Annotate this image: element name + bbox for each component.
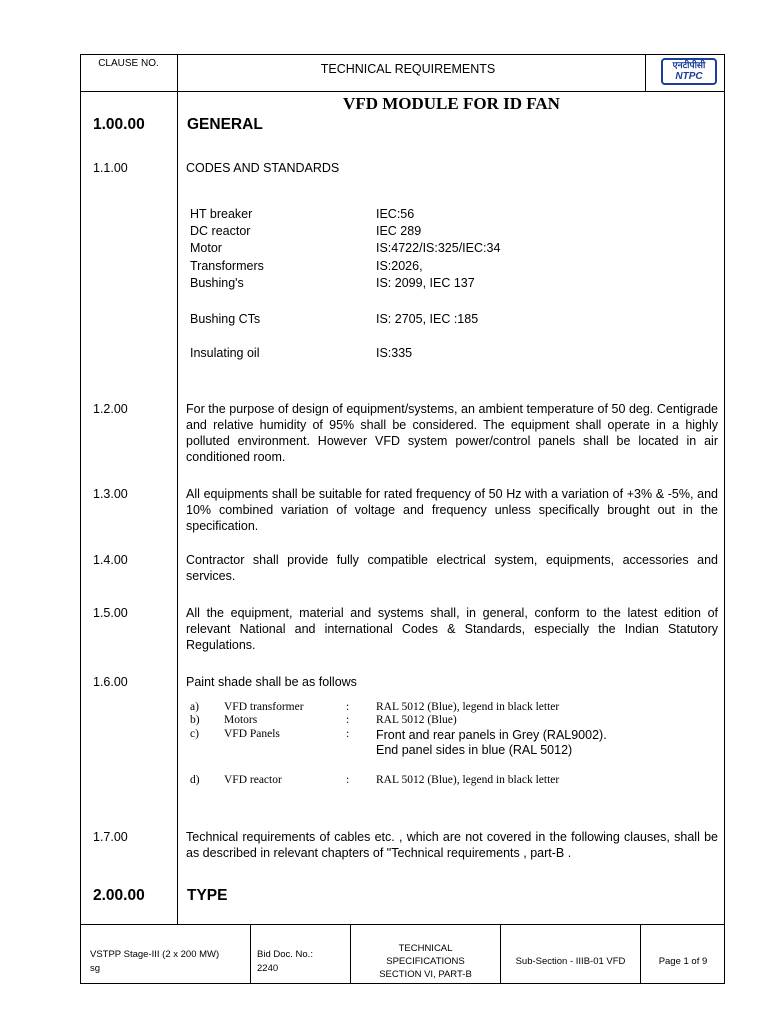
- clause-number: 1.4.00: [93, 553, 128, 567]
- paint-item-value: RAL 5012 (Blue): [376, 714, 457, 726]
- clause-number: 1.3.00: [93, 487, 128, 501]
- code-item-standard: IS:335: [376, 346, 413, 360]
- clause-number: 1.5.00: [93, 606, 128, 620]
- paint-item-letter: c): [190, 728, 199, 740]
- footer-project: VSTPP Stage-III (2 x 200 MW): [90, 949, 220, 960]
- code-item-name: Bushing CTs: [190, 312, 261, 326]
- clause-text: All equipments shall be suitable for rated frequency of 50 Hz with a variation of +3% & -5%, and 10% combined variation of voltage and frequency unless specifically brought out in the specification.: [186, 487, 718, 533]
- clause-number: 1.2.00: [93, 402, 128, 416]
- footer-project-sub: sg: [90, 963, 101, 974]
- paint-item-value: RAL 5012 (Blue), legend in black letter: [376, 701, 560, 713]
- section-number: 1.00.00: [93, 116, 145, 133]
- code-item-name: HT breaker: [190, 207, 253, 221]
- paint-item-letter: d): [190, 774, 200, 786]
- footer-tech-line: TECHNICAL: [398, 943, 453, 954]
- footer-divider-v: [640, 924, 641, 984]
- paint-item-name: VFD transformer: [224, 701, 304, 713]
- code-item-standard: IS:4722/IS:325/IEC:34: [376, 241, 501, 255]
- document-title: VFD MODULE FOR ID FAN: [343, 94, 560, 113]
- paint-item-value: RAL 5012 (Blue), legend in black letter: [376, 774, 560, 786]
- clause-text: Contractor shall provide fully compatible electrical system, equipments, accessories and services.: [186, 553, 718, 583]
- footer-page-number: Page 1 of 9: [658, 956, 708, 967]
- clause-number: 1.6.00: [93, 675, 128, 689]
- code-item-name: DC reactor: [190, 224, 251, 238]
- paint-item-colon: :: [346, 774, 350, 786]
- footer-divider: [80, 924, 725, 925]
- clause-text: For the purpose of design of equipment/systems, an ambient temperature of 50 deg. Centigrade and relative humidity of 95% shall be considered. The equipment shall operate in a highly polluted environment. However VFD system power/control panels shall be located in air conditioned room.: [186, 402, 718, 464]
- logo-hindi-text: एनटीपीसी: [672, 60, 706, 70]
- clause-text: Technical requirements of cables etc. , which are not covered in the following clauses, shall be as described in relevant chapters of "Technical requirements , part-B .: [186, 830, 718, 860]
- code-item-standard: IS: 2705, IEC :185: [376, 312, 479, 326]
- paint-item-colon: :: [346, 714, 350, 726]
- paint-item-letter: b): [190, 714, 200, 726]
- paint-item-colon: :: [346, 728, 350, 740]
- code-item-name: Motor: [190, 241, 222, 255]
- code-item-standard: IEC:56: [376, 207, 415, 221]
- paint-item-name: VFD Panels: [224, 728, 280, 740]
- clause-number: 1.1.00: [93, 161, 128, 175]
- clause-number: 1.7.00: [93, 830, 128, 844]
- footer-subsection: Sub-Section - IIIB-01 VFD: [515, 956, 626, 967]
- footer-bid-label: Bid Doc. No.:: [257, 949, 313, 960]
- paint-item-value: Front and rear panels in Grey (RAL9002). End panel sides in blue (RAL 5012): [376, 728, 607, 757]
- section-number: 2.00.00: [93, 887, 145, 904]
- clause-text: All the equipment, material and systems shall, in general, conform to the latest edition of relevant National and international Codes & Standards, especially the Indian Statutory Regulations.: [186, 606, 718, 652]
- paint-item-letter: a): [190, 701, 199, 713]
- ntpc-logo: [661, 58, 717, 85]
- logo-english-text: NTPC: [675, 71, 703, 82]
- header-divider: [80, 91, 725, 92]
- footer-divider-v: [500, 924, 501, 984]
- clause-text: Paint shade shall be as follows: [186, 675, 357, 689]
- section-title: TECHNICAL REQUIREMENTS: [320, 62, 496, 76]
- clause-column-divider: [177, 54, 178, 924]
- footer-divider-v: [250, 924, 251, 984]
- clause-heading: CODES AND STANDARDS: [186, 161, 340, 175]
- section-heading: TYPE: [187, 887, 228, 904]
- code-item-name: Transformers: [190, 259, 264, 273]
- paint-item-name: Motors: [224, 714, 258, 726]
- section-heading: GENERAL: [187, 116, 263, 133]
- footer-tech-line: SPECIFICATIONS: [386, 956, 465, 967]
- clause-no-label: CLAUSE NO.: [98, 58, 159, 69]
- paint-item-name: VFD reactor: [224, 774, 282, 786]
- logo-divider: [645, 54, 646, 92]
- footer-bid-number: 2240: [257, 963, 279, 974]
- code-item-standard: IS:2026,: [376, 259, 423, 273]
- footer-tech-line: SECTION VI, PART-B: [379, 969, 472, 980]
- code-item-standard: IEC 289: [376, 224, 422, 238]
- paint-item-colon: :: [346, 701, 350, 713]
- code-item-name: Bushing's: [190, 276, 244, 290]
- code-item-standard: IS: 2099, IEC 137: [376, 276, 475, 290]
- code-item-name: Insulating oil: [190, 346, 260, 360]
